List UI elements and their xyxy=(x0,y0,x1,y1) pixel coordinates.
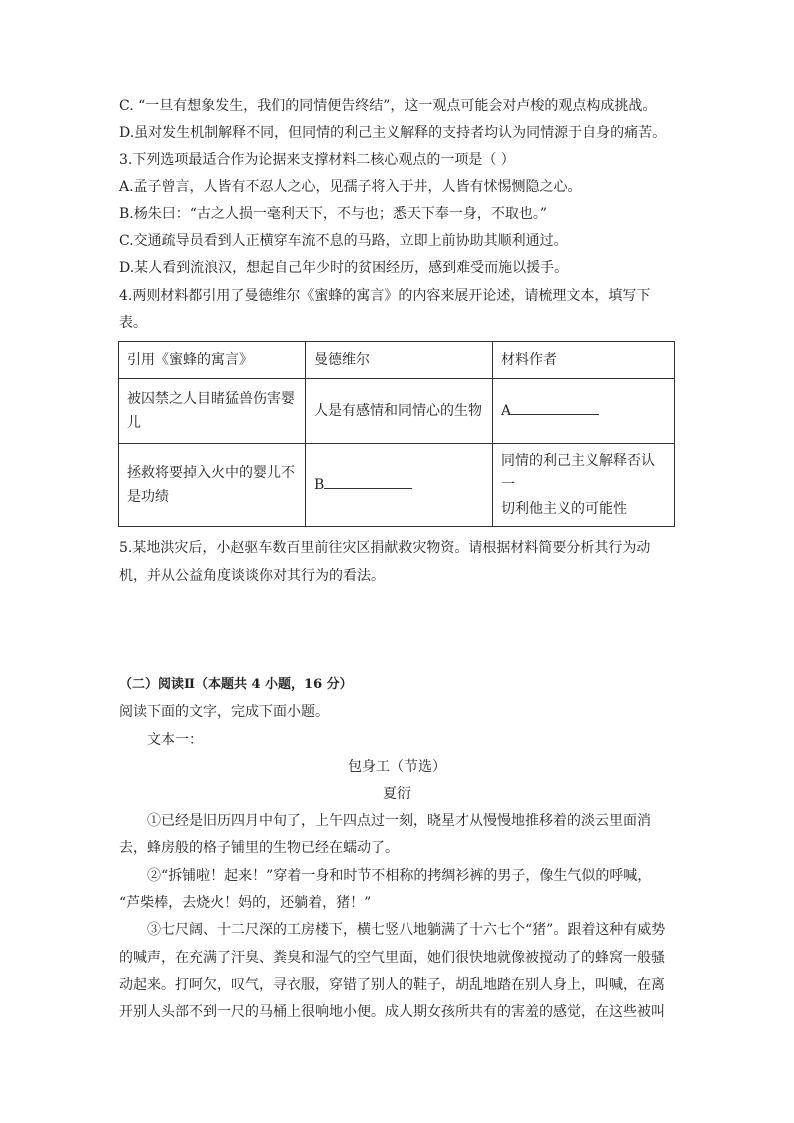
article-title: 包身工（节选） xyxy=(348,759,446,775)
cell-text-line: 拯救将要掉入火中的婴儿不 xyxy=(127,465,295,481)
paragraph-1-line: 去，蜂房般的格子铺里的生物已经在蠕动了。 xyxy=(119,840,399,856)
cell-text-line: 同情的利己主义解释否认一 xyxy=(501,453,655,493)
blank-label-a: A xyxy=(501,403,512,419)
section-heading: （二）阅读Ⅱ（本题共 4 小题，16 分） xyxy=(119,677,353,692)
paragraph-1-line: ①已经是旧历四月中旬了，上午四点过一刻，晓星才从慢慢地推移着的淡云里面消 xyxy=(147,813,651,829)
table-cell xyxy=(119,379,306,444)
table-header-cell: 材料作者 xyxy=(493,342,675,379)
q2-option-c: C. “一旦有想象发生，我们的同情便告终结”，这一观点可能会对卢梭的观点构成挑战。 xyxy=(119,98,657,114)
article-author: 夏衍 xyxy=(383,786,411,802)
q3-option-d: D.某人看到流浪汉，想起自己年少时的贫困经历，感到难受而施以援手。 xyxy=(119,260,569,276)
q4-answer-table xyxy=(118,341,675,527)
cell-text-line: 被囚禁之人目睹猛兽伤害婴 xyxy=(127,391,295,407)
table-row xyxy=(119,379,675,444)
table-header-row xyxy=(119,342,675,379)
table-header-cell: 曼德维尔 xyxy=(306,342,493,379)
table-cell xyxy=(306,444,493,527)
text-label: 文本一： xyxy=(147,732,203,748)
blank-label-b: B xyxy=(314,477,325,493)
table-cell: 人是有感情和同情心的生物 xyxy=(306,379,493,444)
table-header-cell: 引用《蜜蜂的寓言》 xyxy=(119,342,306,379)
paragraph-2-line: ②“拆铺啦！起来！”穿着一身和时节不相称的拷绸衫裤的男子，像生气似的呼喊， xyxy=(147,868,652,884)
answer-blank-a[interactable] xyxy=(511,400,599,415)
section-instruction: 阅读下面的文字，完成下面小题。 xyxy=(119,704,329,720)
paragraph-2-line: “芦柴棒，去烧火！妈的，还躺着，猪！” xyxy=(119,895,372,911)
table-cell xyxy=(493,379,675,444)
table-cell xyxy=(493,444,675,527)
cell-text-line: 切利他主义的可能性 xyxy=(501,501,627,517)
paragraph-3-line: 的喊声，在充满了汗臭、粪臭和湿气的空气里面，她们很快地就像被搅动了的蜂窝一般骚 xyxy=(119,950,665,966)
cell-text-line: 儿 xyxy=(127,415,141,431)
table-cell xyxy=(119,444,306,527)
q4-stem-line2: 表。 xyxy=(119,315,147,331)
q3-stem: 3.下列选项最适合作为论据来支撑材料二核心观点的一项是（ ） xyxy=(119,152,515,168)
q3-option-c: C.交通疏导员看到人正横穿车流不息的马路，立即上前协助其顺利通过。 xyxy=(119,233,568,249)
cell-text-line: 是功绩 xyxy=(127,489,169,505)
paragraph-3-line: ③七尺阔、十二尺深的工房楼下，横七竖八地躺满了十六七个“猪”。跟着这种有威势 xyxy=(147,922,666,938)
q5-line2: 机，并从公益角度谈谈你对其行为的看法。 xyxy=(119,568,385,584)
paragraph-3-line: 开别人头部不到一尺的马桶上很响地小便。成人期女孩所共有的害羞的感觉，在这些被叫 xyxy=(119,1004,665,1020)
q3-option-a: A.孟子曾言，人皆有不忍人之心，见孺子将入于井，人皆有怵惕恻隐之心。 xyxy=(119,179,582,195)
q5-line1: 5.某地洪灾后，小赵驱车数百里前往灾区捐献救灾物资。请根据材料简要分析其行为动 xyxy=(119,540,651,556)
paragraph-3-line: 动起来。打呵欠，叹气，寻衣服，穿错了别人的鞋子，胡乱地踏在别人身上，叫喊，在离 xyxy=(119,977,665,993)
q4-stem-line1: 4.两则材料都引用了曼德维尔《蜜蜂的寓言》的内容来展开论述，请梳理文本，填写下 xyxy=(119,288,651,304)
table-row xyxy=(119,444,675,527)
answer-blank-b[interactable] xyxy=(324,474,412,489)
q3-option-b: B.杨朱曰：“古之人损一毫利天下，不与也；悉天下奉一身，不取也。” xyxy=(119,206,548,222)
q2-option-d: D.虽对发生机制解释不同，但同情的利己主义解释的支持者均认为同情源于自身的痛苦。 xyxy=(119,125,667,141)
